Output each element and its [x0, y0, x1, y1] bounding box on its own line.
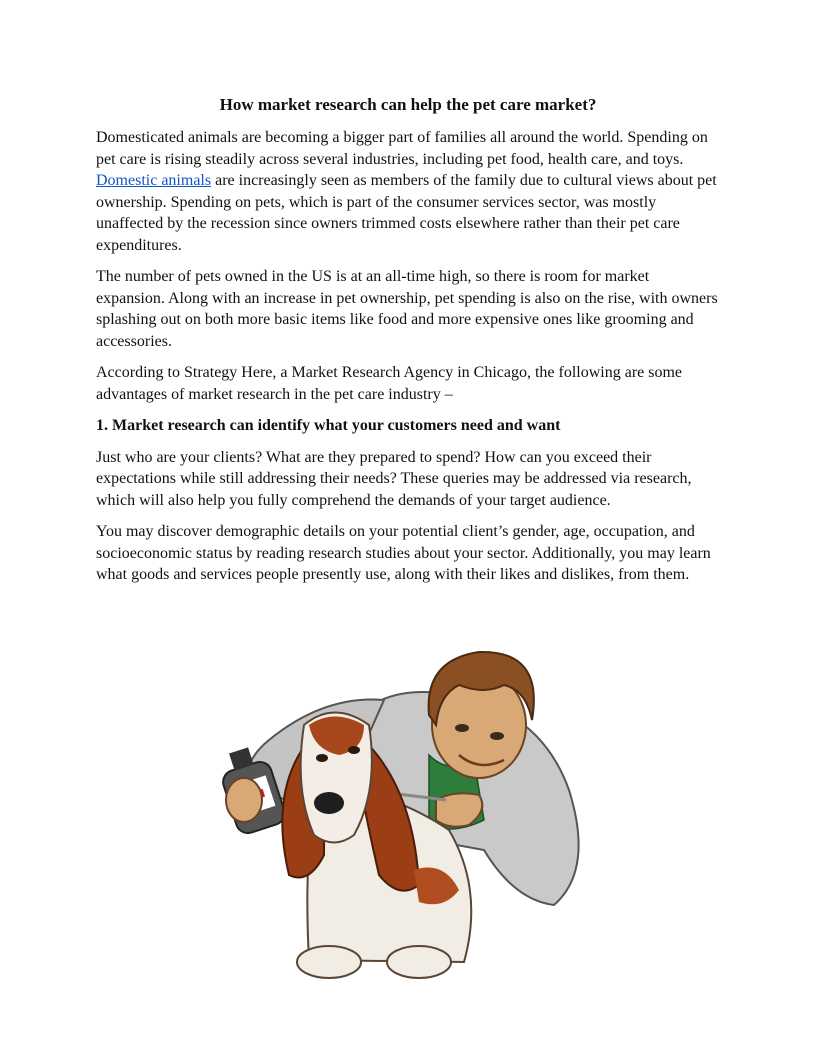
- veterinarian-with-basset-hound-illustration: [214, 640, 604, 985]
- dog-eye-left: [316, 754, 328, 762]
- vet-eye-left: [455, 724, 469, 732]
- vet-hand-left: [226, 778, 262, 822]
- page-title: How market research can help the pet care market?: [219, 95, 597, 114]
- paragraph-strategy-here: According to Strategy Here, a Market Research Agency in Chicago, the following are some advantages of market research in the pet care industry –: [96, 364, 683, 403]
- dog-nose: [314, 792, 344, 814]
- paragraph-clients: Just who are your clients? What are they prepared to spend? How can you exceed their expectations while still addressing their needs? These queries may be addressed via research, which will also help you fully comprehend the demands of your target audience.: [96, 448, 692, 509]
- section-heading-1: 1. Market research can identify what your customers need and want: [96, 417, 561, 434]
- dog-eye-right: [348, 746, 360, 754]
- vet-eye-right: [490, 732, 504, 740]
- domestic-animals-link[interactable]: Domestic animals: [96, 172, 212, 189]
- dog-paw-right: [387, 946, 451, 978]
- paragraph-intro: [96, 127, 722, 256]
- article-body: [96, 127, 722, 596]
- paragraph-intro-text-2: are increasingly seen as members of the family due to cultural views about pet ownership. Spending on pets, which is part of the consumer services sector, was mostly unaffected by the recession since owners trimmed costs elsewhere rather than their pet care expenditures.: [96, 172, 717, 254]
- paragraph-intro-text-1: Domesticated animals are becoming a bigger part of families all around the world. Spending on pet care is rising steadily across several industries, including pet food, health care, and toys.: [96, 129, 708, 168]
- paragraph-demographics: You may discover demographic details on your potential client’s gender, age, occupation, and socioeconomic status by reading research studies about your sector. Additionally, you may learn what goods and services people presently use, along with their likes and dislikes, from them.: [96, 523, 711, 583]
- dog-paw-left: [297, 946, 361, 978]
- paragraph-pet-ownership: The number of pets owned in the US is at an all-time high, so there is room for market expansion. Along with an increase in pet ownership, pet spending is also on the rise, with owners splashing out on both more basic items like food and more expensive ones like grooming and accessories.: [96, 268, 718, 350]
